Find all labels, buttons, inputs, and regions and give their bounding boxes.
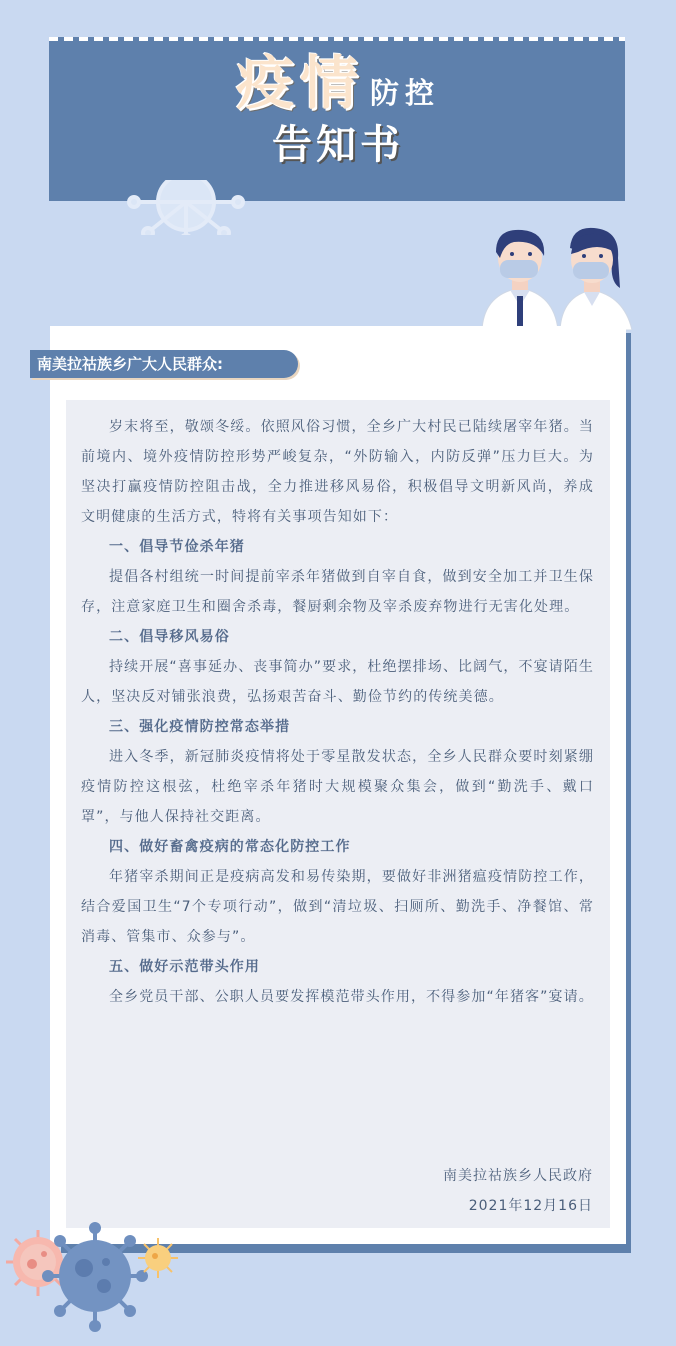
virus-decoration [0,1212,200,1342]
title-main: 疫情 [235,49,364,117]
salutation-banner: 南美拉祜族乡广大人民群众: [30,350,298,378]
section-heading-2: 二、倡导移风易俗 [109,629,230,645]
section-text-2: 持续开展“喜事延办、丧事简办”要求，杜绝摆排场、比阔气，不宴请陌生人，坚决反对铺张浪费，弘扬艰苦奋斗、勤俭节约的传统美德。 [81,659,594,705]
doctors-illustration [474,222,634,330]
section-heading-3: 三、强化疫情防控常态举措 [109,719,291,735]
male-doctor-icon [482,230,558,330]
intro-paragraph: 岁末将至，敬颂冬绥。依照风俗习惯，全乡广大村民已陆续屠宰年猪。当前境内、境外疫情防控形势严峻复杂，“外防输入，内防反弹”压力巨大。为坚决打赢疫情防控阻击战，全力推进移风易俗，积极倡导文明新风尚，养成文明健康的生活方式，特将有关事项告知如下： [81,419,594,525]
section-text-4: 年猪宰杀期间正是疫病高发和易传染期，要做好非洲猪瘟疫情防控工作，结合爱国卫生“7个专项行动”，做到“清垃圾、扫厕所、勤洗手、净餐馆、常消毒、管集市、众参与”。 [81,869,594,945]
signature-org: 南美拉祜族乡人民政府 [443,1168,593,1184]
section-text-1: 提倡各村组统一时间提前宰杀年猪做到自宰自食，做到安全加工并卫生保存，注意家庭卫生和圈舍杀毒，餐厨剩余物及宰杀废弃物进行无害化处理。 [81,569,594,615]
section-heading-1: 一、倡导节俭杀年猪 [109,539,245,555]
letter-content [66,400,610,1228]
section-text-3: 进入冬季，新冠肺炎疫情将处于零星散发状态，全乡人民群众要时刻紧绷疫情防控这根弦，杜绝宰杀年猪时大规模聚众集会，做到“勤洗手、戴口罩”，与他人保持社交距离。 [81,749,594,825]
female-doctor-icon [560,228,632,330]
section-heading-5: 五、做好示范带头作用 [109,959,260,975]
title-secondary: 防控 [370,76,441,110]
section-text-5: 全乡党员干部、公职人员要发挥模范带头作用，不得参加“年猪客”宴请。 [109,989,594,1005]
section-heading-4: 四、做好畜禽疫病的常态化防控工作 [109,839,351,855]
signature-block [443,1161,593,1221]
header-title [0,36,676,120]
blue-virus-icon [42,1222,148,1332]
faint-virus-icon [126,180,246,235]
yellow-virus-icon [138,1238,178,1278]
signature-date: 2021年12月16日 [468,1198,593,1214]
title-subtitle: 告知书 [272,122,404,168]
